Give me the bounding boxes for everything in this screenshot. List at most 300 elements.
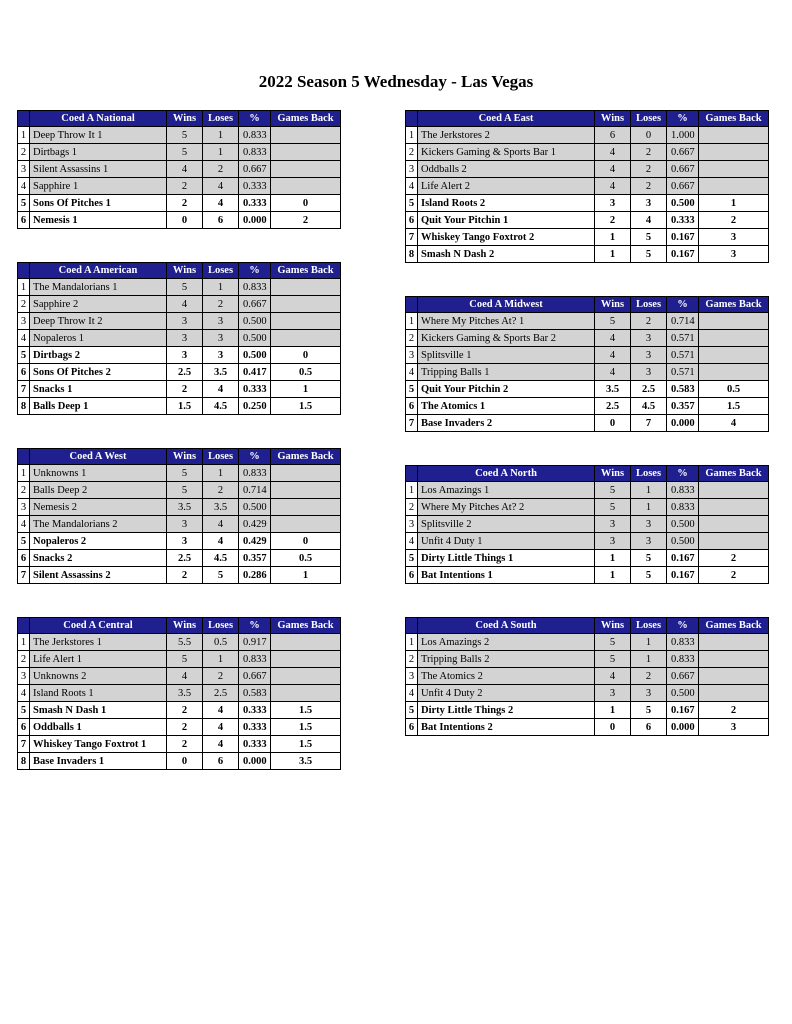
team-name-cell: Los Amazings 2 [418,634,595,651]
team-name-cell: Dirty Little Things 2 [418,702,595,719]
wins-cell: 5 [167,651,203,668]
pct-cell: 0.500 [667,195,699,212]
team-name-cell: Quit Your Pitchin 2 [418,381,595,398]
rank-cell: 5 [406,702,418,719]
wins-cell: 3.5 [167,499,203,516]
pct-cell: 0.429 [239,516,271,533]
header-loses: Loses [631,111,667,127]
team-name-cell: The Jerkstores 1 [30,634,167,651]
rank-cell: 8 [18,398,30,415]
games-back-cell: 1.5 [271,702,341,719]
division-name: Coed A American [30,263,167,279]
pct-cell: 0.167 [667,702,699,719]
team-name-cell: Sapphire 2 [30,296,167,313]
standings-table-coed-a-west [17,448,341,584]
rank-cell: 7 [18,567,30,584]
header-pct: % [667,466,699,482]
header-games-back: Games Back [271,111,341,127]
loses-cell: 4 [631,212,667,229]
pct-cell: 0.333 [239,719,271,736]
rank-cell: 1 [406,127,418,144]
pct-cell: 0.667 [667,178,699,195]
team-name-cell: Smash N Dash 1 [30,702,167,719]
pct-cell: 0.500 [667,516,699,533]
loses-cell: 3 [631,533,667,550]
games-back-cell [699,347,769,364]
pct-cell: 0.583 [239,685,271,702]
rank-cell: 3 [406,161,418,178]
division-name: Coed A Central [30,618,167,634]
loses-cell: 2 [631,144,667,161]
wins-cell: 1 [595,550,631,567]
standings-table-coed-a-midwest [405,296,769,432]
pct-cell: 0.833 [239,465,271,482]
rank-cell: 1 [18,127,30,144]
loses-cell: 5 [631,246,667,263]
header-rank [406,297,418,313]
table-row [18,482,341,499]
team-name-cell: Kickers Gaming & Sports Bar 2 [418,330,595,347]
header-loses: Loses [631,618,667,634]
standings-table-coed-a-national [17,110,341,229]
header-loses: Loses [203,263,239,279]
pct-cell: 0.000 [667,415,699,432]
pct-cell: 0.333 [667,212,699,229]
team-name-cell: Island Roots 2 [418,195,595,212]
loses-cell: 2 [203,161,239,178]
pct-cell: 0.167 [667,246,699,263]
games-back-cell [271,330,341,347]
loses-cell: 2 [631,178,667,195]
games-back-cell: 1.5 [271,719,341,736]
wins-cell: 4 [595,364,631,381]
rank-cell: 4 [18,685,30,702]
team-name-cell: Oddballs 1 [30,719,167,736]
table-row [18,144,341,161]
loses-cell: 3.5 [203,364,239,381]
wins-cell: 2 [167,195,203,212]
table-row [18,296,341,313]
games-back-cell [699,364,769,381]
games-back-cell: 1.5 [271,398,341,415]
team-name-cell: Nemesis 2 [30,499,167,516]
team-name-cell: Base Invaders 2 [418,415,595,432]
pct-cell: 0.333 [239,178,271,195]
rank-cell: 1 [18,634,30,651]
games-back-cell [271,482,341,499]
loses-cell: 5 [631,702,667,719]
wins-cell: 3 [595,516,631,533]
loses-cell: 5 [631,229,667,246]
team-name-cell: Kickers Gaming & Sports Bar 1 [418,144,595,161]
header-games-back: Games Back [699,297,769,313]
loses-cell: 1 [631,499,667,516]
division-name: Coed A South [418,618,595,634]
games-back-cell: 3 [699,719,769,736]
loses-cell: 2 [203,296,239,313]
table-header-row [406,466,769,482]
rank-cell: 1 [18,279,30,296]
loses-cell: 4.5 [203,550,239,567]
wins-cell: 5 [595,499,631,516]
pct-cell: 0.583 [667,381,699,398]
table-row [18,685,341,702]
loses-cell: 3 [631,195,667,212]
table-row [18,753,341,770]
team-name-cell: Deep Throw It 1 [30,127,167,144]
table-row [18,178,341,195]
header-wins: Wins [595,111,631,127]
games-back-cell [699,668,769,685]
loses-cell: 3 [203,330,239,347]
wins-cell: 5 [167,482,203,499]
header-wins: Wins [595,297,631,313]
header-games-back: Games Back [699,618,769,634]
games-back-cell [699,499,769,516]
team-name-cell: Life Alert 1 [30,651,167,668]
loses-cell: 6 [203,753,239,770]
loses-cell: 1 [203,651,239,668]
loses-cell: 3 [631,330,667,347]
loses-cell: 5 [631,567,667,584]
pct-cell: 0.571 [667,364,699,381]
loses-cell: 6 [203,212,239,229]
header-pct: % [239,618,271,634]
loses-cell: 3 [203,347,239,364]
table-row [406,381,769,398]
team-name-cell: Sons Of Pitches 2 [30,364,167,381]
header-loses: Loses [631,297,667,313]
loses-cell: 3.5 [203,499,239,516]
wins-cell: 1 [595,246,631,263]
table-row [406,567,769,584]
games-back-cell [699,161,769,178]
games-back-cell: 3.5 [271,753,341,770]
pct-cell: 0.667 [239,296,271,313]
table-row [18,313,341,330]
wins-cell: 3 [167,533,203,550]
loses-cell: 5 [203,567,239,584]
wins-cell: 3.5 [167,685,203,702]
games-back-cell: 2 [699,550,769,567]
pct-cell: 0.500 [239,313,271,330]
team-name-cell: Unknowns 1 [30,465,167,482]
team-name-cell: Smash N Dash 2 [418,246,595,263]
team-name-cell: Nopaleros 2 [30,533,167,550]
games-back-cell: 0.5 [271,364,341,381]
team-name-cell: Snacks 1 [30,381,167,398]
team-name-cell: Life Alert 2 [418,178,595,195]
wins-cell: 4 [167,668,203,685]
table-row [18,499,341,516]
games-back-cell: 3 [699,246,769,263]
games-back-cell [699,178,769,195]
loses-cell: 2.5 [203,685,239,702]
wins-cell: 2.5 [595,398,631,415]
wins-cell: 1 [595,229,631,246]
team-name-cell: Nemesis 1 [30,212,167,229]
games-back-cell [699,144,769,161]
header-wins: Wins [167,263,203,279]
games-back-cell [271,465,341,482]
rank-cell: 3 [18,161,30,178]
table-row [406,229,769,246]
games-back-cell [271,685,341,702]
rank-cell: 6 [18,364,30,381]
rank-cell: 4 [406,685,418,702]
rank-cell: 1 [406,634,418,651]
pct-cell: 0.667 [667,668,699,685]
games-back-cell [271,161,341,178]
pct-cell: 0.250 [239,398,271,415]
header-games-back: Games Back [699,111,769,127]
standings-table-coed-a-central [17,617,341,770]
loses-cell: 1 [203,127,239,144]
wins-cell: 5 [167,127,203,144]
loses-cell: 1 [631,482,667,499]
wins-cell: 3.5 [595,381,631,398]
header-wins: Wins [167,618,203,634]
header-pct: % [239,263,271,279]
wins-cell: 2.5 [167,364,203,381]
team-name-cell: Tripping Balls 1 [418,364,595,381]
table-row [406,634,769,651]
rank-cell: 2 [18,651,30,668]
games-back-cell [271,313,341,330]
loses-cell: 2 [631,313,667,330]
pct-cell: 0.333 [239,736,271,753]
wins-cell: 4 [595,144,631,161]
table-row [406,702,769,719]
header-games-back: Games Back [271,263,341,279]
games-back-cell [271,499,341,516]
rank-cell: 1 [18,465,30,482]
loses-cell: 1 [631,651,667,668]
team-name-cell: Bat Intentions 1 [418,567,595,584]
table-row [406,330,769,347]
pct-cell: 0.286 [239,567,271,584]
pct-cell: 0.667 [239,161,271,178]
games-back-cell: 2 [699,212,769,229]
table-row [18,330,341,347]
games-back-cell: 0.5 [271,550,341,567]
header-pct: % [667,111,699,127]
games-back-cell: 2 [699,702,769,719]
table-header-row [18,263,341,279]
rank-cell: 6 [18,550,30,567]
games-back-cell: 3 [699,229,769,246]
wins-cell: 4 [595,347,631,364]
pct-cell: 0.500 [667,533,699,550]
header-loses: Loses [203,111,239,127]
pct-cell: 0.167 [667,550,699,567]
games-back-cell [271,668,341,685]
pct-cell: 0.357 [239,550,271,567]
rank-cell: 4 [18,516,30,533]
team-name-cell: Sapphire 1 [30,178,167,195]
wins-cell: 2 [167,719,203,736]
games-back-cell [699,313,769,330]
table-row [406,550,769,567]
table-row [18,516,341,533]
pct-cell: 0.429 [239,533,271,550]
team-name-cell: Silent Assassins 2 [30,567,167,584]
rank-cell: 2 [18,296,30,313]
header-games-back: Games Back [699,466,769,482]
wins-cell: 2 [167,178,203,195]
games-back-cell [271,144,341,161]
pct-cell: 0.833 [239,651,271,668]
loses-cell: 2 [203,482,239,499]
header-rank [406,618,418,634]
loses-cell: 4 [203,381,239,398]
team-name-cell: The Jerkstores 2 [418,127,595,144]
games-back-cell: 0 [271,533,341,550]
games-back-cell [271,516,341,533]
table-header-row [406,618,769,634]
team-name-cell: Where My Pitches At? 2 [418,499,595,516]
loses-cell: 4 [203,516,239,533]
games-back-cell [699,685,769,702]
team-name-cell: Nopaleros 1 [30,330,167,347]
wins-cell: 4 [595,178,631,195]
table-row [406,127,769,144]
table-row [406,246,769,263]
team-name-cell: Unfit 4 Duty 1 [418,533,595,550]
team-name-cell: Quit Your Pitchin 1 [418,212,595,229]
rank-cell: 6 [18,719,30,736]
table-row [406,161,769,178]
rank-cell: 3 [406,347,418,364]
team-name-cell: Unknowns 2 [30,668,167,685]
loses-cell: 2.5 [631,381,667,398]
table-row [406,178,769,195]
loses-cell: 4 [203,178,239,195]
team-name-cell: Dirtbags 2 [30,347,167,364]
table-row [406,398,769,415]
games-back-cell: 2 [271,212,341,229]
wins-cell: 5 [595,482,631,499]
loses-cell: 3 [631,364,667,381]
pct-cell: 0.833 [667,499,699,516]
table-row [18,364,341,381]
games-back-cell: 0 [271,347,341,364]
rank-cell: 2 [406,499,418,516]
header-wins: Wins [167,111,203,127]
standings-table-coed-a-north [405,465,769,584]
pct-cell: 0.667 [239,668,271,685]
division-name: Coed A National [30,111,167,127]
wins-cell: 1 [595,702,631,719]
wins-cell: 5 [167,279,203,296]
header-pct: % [239,111,271,127]
team-name-cell: Where My Pitches At? 1 [418,313,595,330]
table-header-row [406,111,769,127]
rank-cell: 5 [406,381,418,398]
table-header-row [406,297,769,313]
loses-cell: 3 [631,347,667,364]
loses-cell: 2 [631,668,667,685]
header-rank [18,111,30,127]
loses-cell: 4 [203,736,239,753]
loses-cell: 4 [203,702,239,719]
wins-cell: 0 [167,753,203,770]
wins-cell: 5 [167,144,203,161]
loses-cell: 1 [631,634,667,651]
table-row [18,212,341,229]
games-back-cell: 1 [271,381,341,398]
table-row [18,702,341,719]
rank-cell: 8 [18,753,30,770]
rank-cell: 6 [18,212,30,229]
header-rank [406,111,418,127]
pct-cell: 0.833 [667,651,699,668]
loses-cell: 3 [203,313,239,330]
team-name-cell: Whiskey Tango Foxtrot 2 [418,229,595,246]
wins-cell: 2 [167,567,203,584]
header-pct: % [667,618,699,634]
games-back-cell [699,634,769,651]
header-loses: Loses [203,618,239,634]
games-back-cell [271,634,341,651]
rank-cell: 4 [406,178,418,195]
team-name-cell: Balls Deep 2 [30,482,167,499]
team-name-cell: Whiskey Tango Foxtrot 1 [30,736,167,753]
team-name-cell: Splitsville 2 [418,516,595,533]
wins-cell: 3 [595,195,631,212]
table-row [18,465,341,482]
pct-cell: 1.000 [667,127,699,144]
loses-cell: 2 [631,161,667,178]
rank-cell: 3 [406,516,418,533]
table-row [406,668,769,685]
pct-cell: 0.000 [667,719,699,736]
wins-cell: 4 [595,161,631,178]
rank-cell: 3 [406,668,418,685]
table-row [406,144,769,161]
table-row [18,127,341,144]
pct-cell: 0.500 [239,499,271,516]
table-row [18,381,341,398]
table-row [406,499,769,516]
rank-cell: 4 [406,364,418,381]
wins-cell: 3 [167,347,203,364]
wins-cell: 2 [167,736,203,753]
wins-cell: 5.5 [167,634,203,651]
wins-cell: 1 [595,567,631,584]
team-name-cell: The Mandalorians 2 [30,516,167,533]
division-name: Coed A East [418,111,595,127]
division-name: Coed A West [30,449,167,465]
pct-cell: 0.333 [239,381,271,398]
games-back-cell: 1.5 [699,398,769,415]
team-name-cell: Island Roots 1 [30,685,167,702]
pct-cell: 0.571 [667,330,699,347]
pct-cell: 0.714 [239,482,271,499]
games-back-cell: 0 [271,195,341,212]
header-rank [18,618,30,634]
rank-cell: 6 [406,398,418,415]
wins-cell: 5 [167,465,203,482]
pct-cell: 0.333 [239,195,271,212]
wins-cell: 5 [595,313,631,330]
table-header-row [18,618,341,634]
table-row [18,195,341,212]
wins-cell: 4 [167,161,203,178]
team-name-cell: Splitsville 1 [418,347,595,364]
wins-cell: 0 [167,212,203,229]
table-row [18,550,341,567]
